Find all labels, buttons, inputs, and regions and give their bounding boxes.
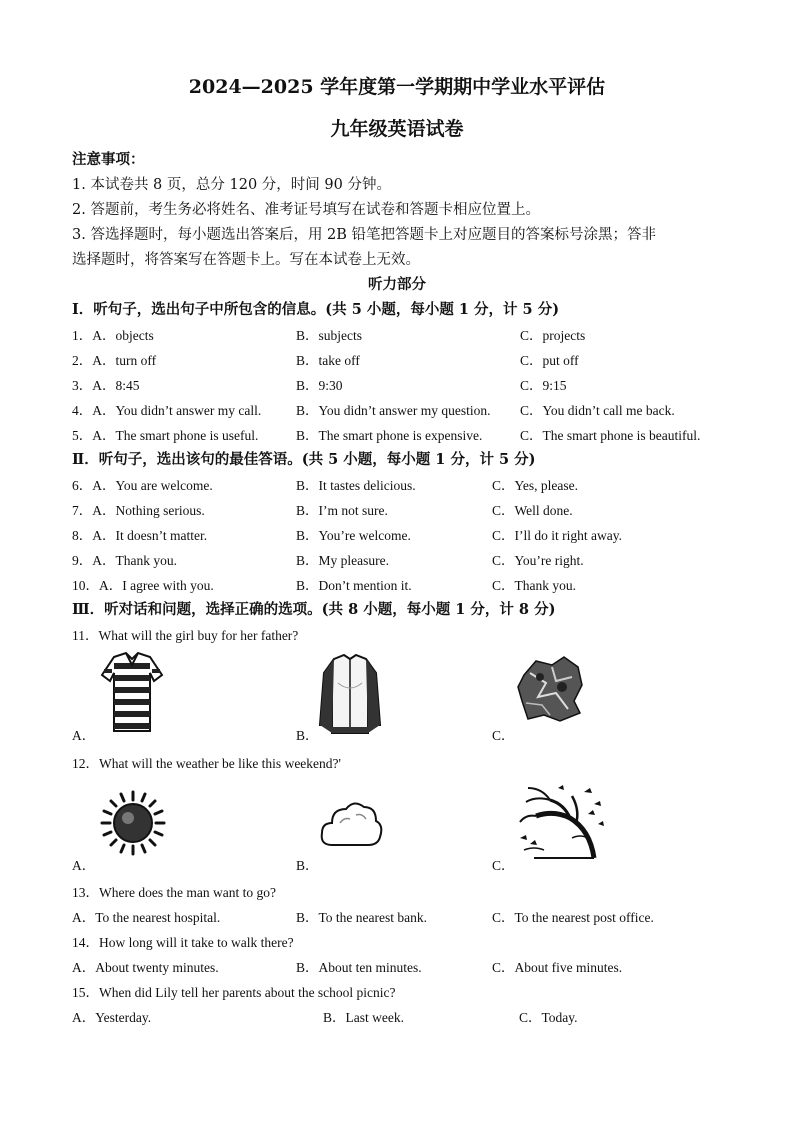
option-b: B．subjects [296,328,362,343]
option-b: B．You didn’t answer my question. [296,403,491,418]
option-a: 8．A．It doesn’t matter. [72,528,208,543]
option-a: 6．A．You are welcome. [72,478,213,493]
section-heading: Ⅲ．听对话和问题，选择正确的选项。(共 8 小题，每小题 1 分，计 8 分) [72,601,556,618]
option-b: B．The smart phone is expensive. [296,428,483,443]
striped-shirt-picture [100,651,164,733]
section-heading: Ⅰ．听句子，选出句子中所包含的信息。(共 5 小题，每小题 1 分，计 5 分) [72,301,560,318]
option-a: 4．A．You didn’t answer my call. [72,403,262,418]
windy-tree-icon [514,780,606,862]
notice-item: 2. 答题前，考生务必将姓名、准考证号填写在试卷和答题卡相应位置上。 [72,202,540,218]
page-title: 2024—2025 学年度第一学期期中学业水平评估 [188,76,606,98]
option-b: B．take off [296,353,360,368]
sun-icon [100,790,166,856]
option-c: C．9:15 [520,378,567,393]
option-c: C．Well done. [492,503,573,518]
option-c: C．Today. [519,1010,578,1025]
option-a: 10．A．I agree with you. [72,578,214,593]
notice-item: 3. 答选择题时，每小题选出答案后，用 2B 铅笔把答题卡上对应题目的答案标号涂黑；答非 [72,227,657,243]
option-c: C．About five minutes. [492,960,623,975]
option-b: B．To the nearest bank. [296,910,428,925]
question-text: 11．What will the girl buy for her father? [72,628,299,643]
option-c: C．You’re right. [492,553,584,568]
question-text: 13．Where does the man want to go? [72,885,276,900]
section-heading: Ⅱ．听句子，选出该句的最佳答语。(共 5 小题，每小题 1 分，计 5 分) [72,451,536,468]
option-b: B．It tastes delicious. [296,478,416,493]
option-a: 2．A．turn off [72,353,157,368]
option-c: C．projects [520,328,586,343]
question-text: 14．How long will it take to walk there? [72,935,294,950]
notice-heading: 注意事项： [72,151,145,168]
option-b: B．My pleasure. [296,553,389,568]
option-b: B．Don’t mention it. [296,578,412,593]
jacket-picture [318,653,382,735]
option-b: B． [296,728,319,743]
option-b: B．About ten minutes. [296,960,422,975]
cloud-icon [318,795,384,851]
question-text: 15．When did Lily tell her parents about the school picnic? [72,985,396,1000]
page-subtitle: 九年级英语试卷 [330,118,464,140]
option-c: C．The smart phone is beautiful. [520,428,701,443]
option-c: C．I’ll do it right away. [492,528,622,543]
option-a: A．Yesterday. [72,1010,152,1025]
option-a: 7．A．Nothing serious. [72,503,205,518]
option-a: 5．A．The smart phone is useful. [72,428,259,443]
option-a: 3．A．8:45 [72,378,140,393]
option-a: A． [72,858,96,873]
question-text: 12．What will the weather be like this weekend?' [72,756,341,771]
option-a: A．To the nearest hospital. [72,910,221,925]
option-c: C． [492,858,515,873]
notice-item: 1. 本试卷共 8 页，总分 120 分，时间 90 分钟。 [72,177,391,193]
option-b: B．You’re welcome. [296,528,411,543]
option-a: A．About twenty minutes. [72,960,219,975]
option-c: C．Thank you. [492,578,576,593]
option-c: C．Yes, please. [492,478,579,493]
part-title: 听力部分 [368,276,426,293]
crumpled-cloth-picture [516,653,586,725]
option-a: A． [72,728,96,743]
option-a: 9．A．Thank you. [72,553,177,568]
notice-item: 选择题时，将答案写在答题卡上。写在本试卷上无效。 [72,252,420,268]
option-b: B．I’m not sure. [296,503,388,518]
option-c: C． [492,728,515,743]
option-b: B．Last week. [323,1010,404,1025]
option-c: C．put off [520,353,579,368]
option-c: C．To the nearest post office. [492,910,654,925]
option-a: 1．A．objects [72,328,154,343]
option-b: B． [296,858,319,873]
option-c: C．You didn’t call me back. [520,403,675,418]
option-b: B．9:30 [296,378,343,393]
